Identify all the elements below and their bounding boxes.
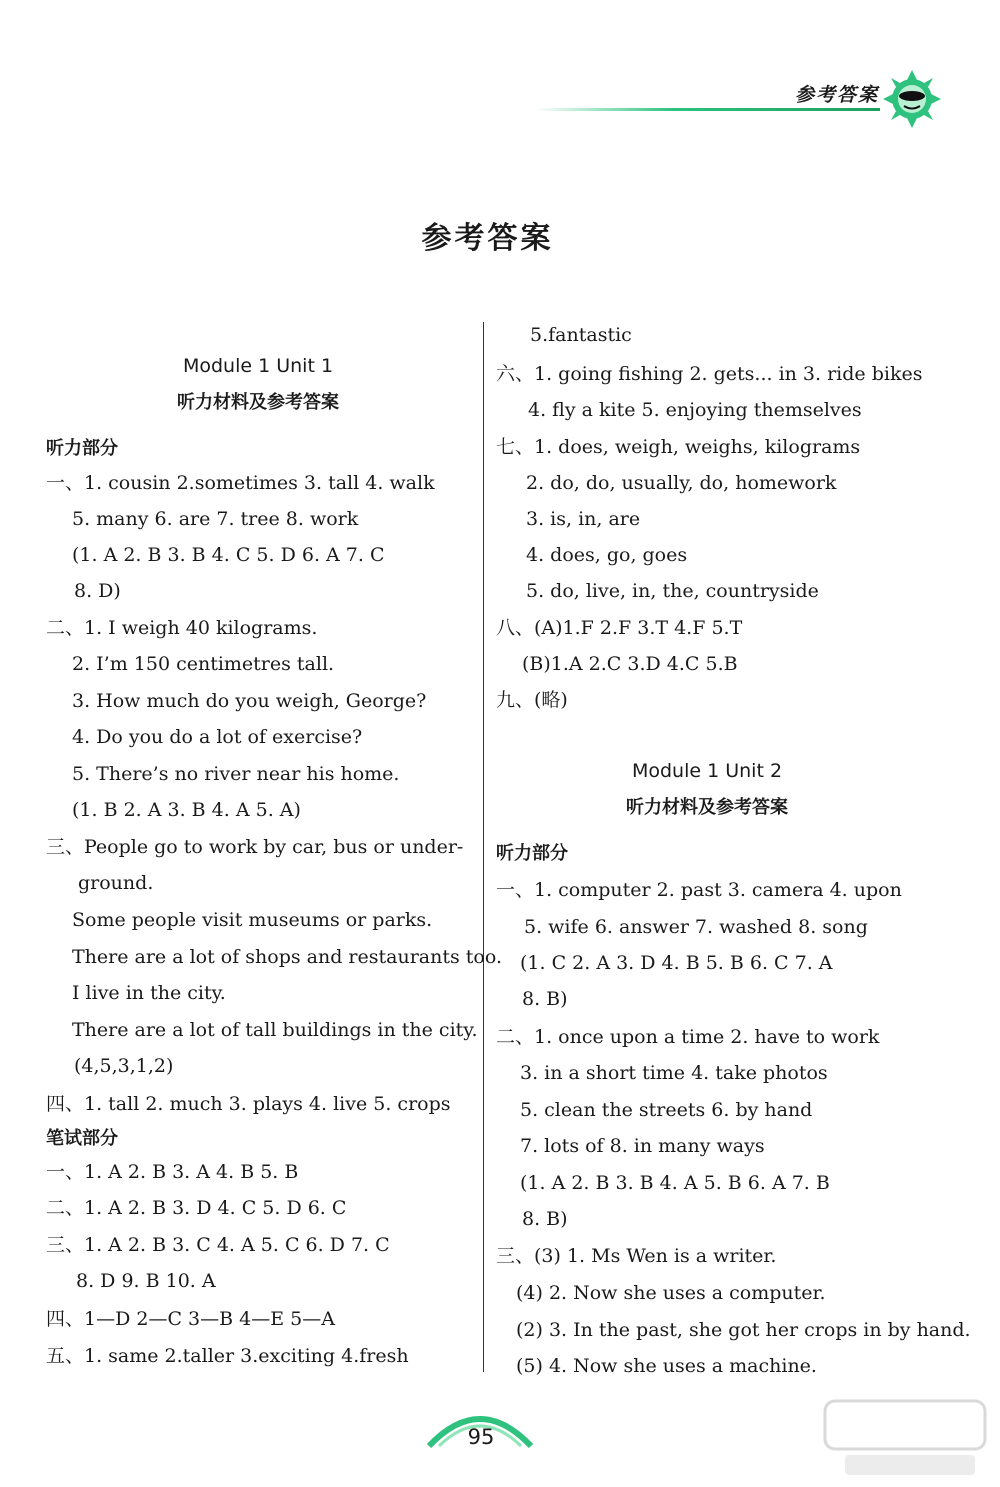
- sun-mascot-icon: [883, 70, 941, 128]
- answer-line: 4. fly a kite 5. enjoying themselves: [528, 399, 862, 421]
- answer-line: (1. B 2. A 3. B 4. A 5. A): [72, 799, 301, 821]
- answer-line: (1. A 2. B 3. B 4. A 5. B 6. A 7. B: [520, 1172, 830, 1194]
- page-title: 参考答案: [421, 221, 554, 256]
- header-rule: [535, 108, 880, 111]
- watermark-logo: [815, 1393, 995, 1483]
- answer-line: 5. There’s no river near his home.: [72, 763, 400, 785]
- answer-line: (1. C 2. A 3. D 4. B 5. B 6. C 7. A: [520, 952, 833, 974]
- answer-line: 2. do, do, usually, do, homework: [526, 472, 837, 494]
- answer-line: 六、1. going fishing 2. gets... in 3. ride bikes: [496, 363, 923, 385]
- answer-line: 三、1. A 2. B 3. C 4. A 5. C 6. D 7. C: [46, 1234, 390, 1256]
- section-label: 笔试部分: [46, 1128, 118, 1149]
- answer-line: 一、1. computer 2. past 3. camera 4. upon: [496, 879, 902, 901]
- answer-line: 5. many 6. are 7. tree 8. work: [72, 508, 359, 530]
- answer-line: 8. D): [74, 580, 121, 602]
- answer-line: There are a lot of shops and restaurants too.: [72, 946, 502, 968]
- answer-line: 四、1—D 2—C 3—B 4—E 5—A: [46, 1308, 335, 1330]
- answer-line: 二、1. I weigh 40 kilograms.: [46, 617, 318, 639]
- answer-line: 8. D 9. B 10. A: [76, 1270, 216, 1292]
- answer-line: Some people visit museums or parks.: [72, 909, 433, 931]
- answer-line: 二、1. once upon a time 2. have to work: [496, 1026, 880, 1048]
- module-heading-right: Module 1 Unit 2: [631, 760, 783, 782]
- answer-line: 5. do, live, in, the, countryside: [526, 580, 819, 602]
- answer-line: 四、1. tall 2. much 3. plays 4. live 5. crops: [46, 1093, 451, 1115]
- answer-line: 一、1. cousin 2.sometimes 3. tall 4. walk: [46, 472, 435, 494]
- answer-line: 4. does, go, goes: [526, 544, 688, 566]
- subheading-left: 听力材料及参考答案: [177, 392, 339, 413]
- answer-line: 7. lots of 8. in many ways: [520, 1135, 765, 1157]
- section-label: 听力部分: [46, 438, 118, 459]
- answer-line: I live in the city.: [72, 982, 226, 1004]
- answer-line: 七、1. does, weigh, weighs, kilograms: [496, 436, 861, 458]
- subheading-right: 听力材料及参考答案: [626, 797, 788, 818]
- module-heading-left: Module 1 Unit 1: [182, 355, 334, 377]
- answer-line: 8. B): [522, 988, 568, 1010]
- answer-line: 3. How much do you weigh, George?: [72, 690, 427, 712]
- page-number: 95: [467, 1425, 495, 1449]
- answer-line: 一、1. A 2. B 3. A 4. B 5. B: [46, 1161, 299, 1183]
- header-label: 参考答案: [795, 84, 880, 106]
- answer-line: There are a lot of tall buildings in the city.: [72, 1019, 478, 1041]
- answer-line: ground.: [78, 872, 154, 894]
- answer-line: (B)1.A 2.C 3.D 4.C 5.B: [522, 653, 738, 675]
- answer-line: (5) 4. Now she uses a machine.: [516, 1355, 817, 1377]
- answer-line: 3. is, in, are: [526, 508, 641, 530]
- answer-line: (4) 2. Now she uses a computer.: [516, 1282, 826, 1304]
- answer-line: 5. wife 6. answer 7. washed 8. song: [524, 916, 868, 938]
- answer-line: 三、(3) 1. Ms Wen is a writer.: [496, 1245, 777, 1267]
- answer-line: 五、1. same 2.taller 3.exciting 4.fresh: [46, 1345, 409, 1367]
- answer-line: 二、1. A 2. B 3. D 4. C 5. D 6. C: [46, 1197, 347, 1219]
- section-label: 听力部分: [496, 843, 568, 864]
- answer-line: 八、(A)1.F 2.F 3.T 4.F 5.T: [496, 617, 743, 639]
- answer-line: 九、(略): [496, 689, 568, 711]
- answer-line: (4,5,3,1,2): [74, 1055, 174, 1077]
- answer-line: 5.fantastic: [530, 324, 632, 346]
- answer-line: (2) 3. In the past, she got her crops in by hand.: [516, 1319, 971, 1341]
- answer-line: 4. Do you do a lot of exercise?: [72, 726, 363, 748]
- answer-line: (1. A 2. B 3. B 4. C 5. D 6. A 7. C: [72, 544, 385, 566]
- answer-line: 8. B): [522, 1208, 568, 1230]
- answer-line: 三、People go to work by car, bus or under-: [46, 836, 464, 858]
- answer-line: 5. clean the streets 6. by hand: [520, 1099, 813, 1121]
- answer-line: 3. in a short time 4. take photos: [520, 1062, 828, 1084]
- answer-line: 2. I’m 150 centimetres tall.: [72, 653, 335, 675]
- column-divider: [483, 322, 484, 1372]
